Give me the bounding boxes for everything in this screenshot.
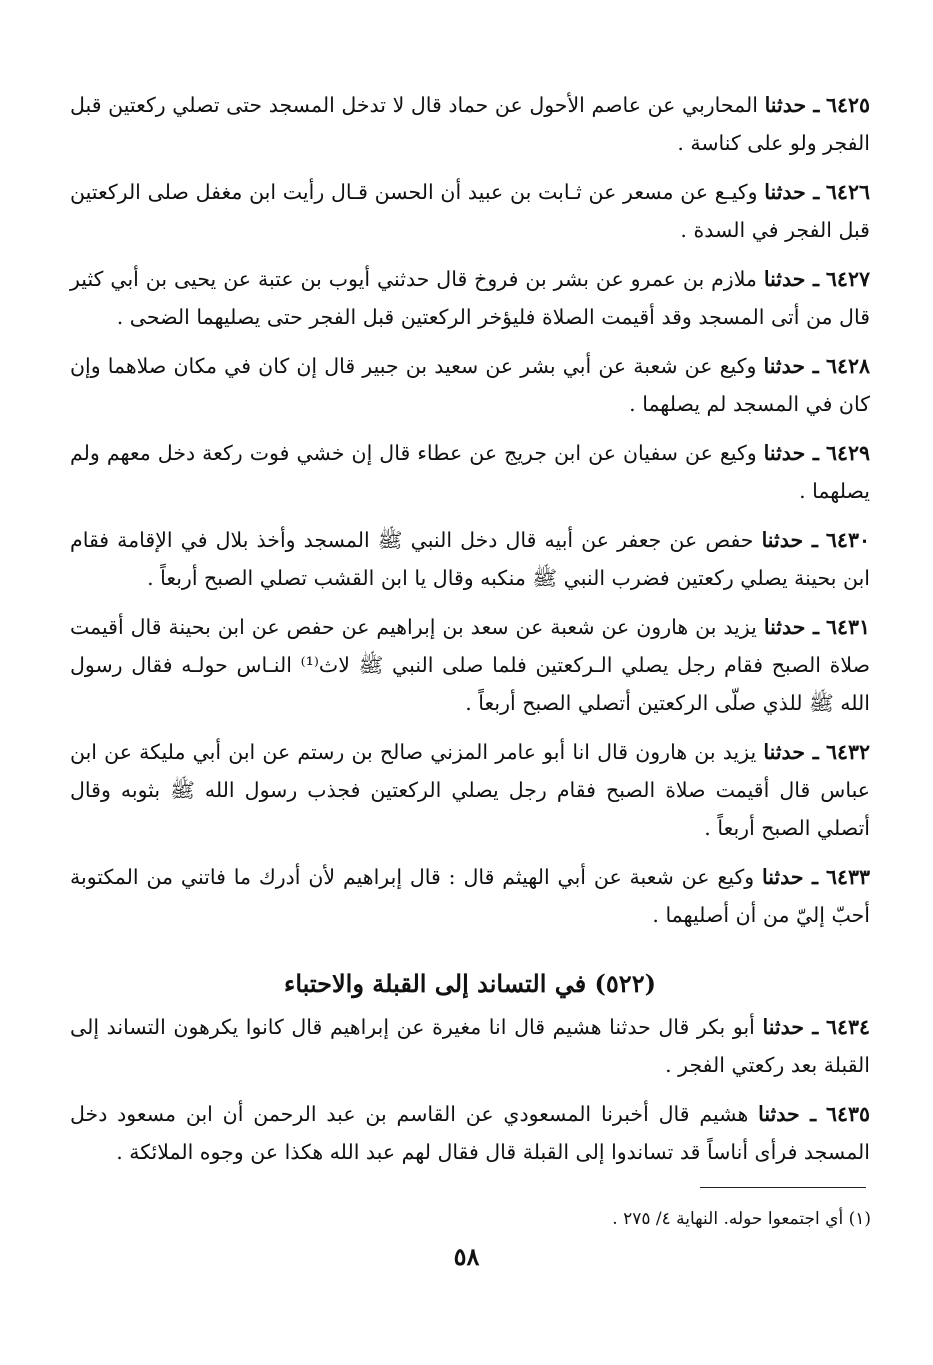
hadith-lead: ـ حدثنا — [763, 354, 819, 378]
hadith-lead: ـ حدثنا — [761, 528, 818, 552]
hadith-number: ٦٤٣٠ — [825, 528, 870, 552]
hadith-number: ٦٤٢٩ — [825, 441, 870, 465]
hadith-lead: ـ حدثنا — [763, 615, 819, 639]
footnote: (١) أي اجتمعوا حوله. النهاية ٤/ ٢٧٥ . — [612, 1209, 871, 1229]
hadith-text: يزيد بن هارون عن شعبة عن سعد بن إبراهيم عن حفص عن ابن بحينة قال أقيمت صلاة الصبح فقام رجل يصلي الـركعتين فلما صلى النبي ﷺ لاث⁽¹⁾ النـاس حولـه فقال رسول الله ﷺ للذي صلّى الركعتين أتصلي الصبح أربعاً . — [70, 615, 871, 715]
hadith-text: أبو بكر قال حدثنا هشيم قال انا مغيرة عن إبراهيم قال كانوا يكرهون التساند إلى القبلة بعد ركعتي الفجر . — [70, 1015, 870, 1077]
hadith-paragraph — [70, 521, 870, 597]
hadith-number: ٦٤٣٣ — [825, 865, 870, 889]
hadith-paragraph — [70, 608, 870, 722]
hadith-paragraph — [70, 347, 870, 423]
hadith-lead: ـ حدثنا — [762, 1015, 819, 1039]
hadith-number: ٦٤٢٦ — [825, 180, 870, 204]
hadith-text: وكيع عن شعبة عن أبي بشر عن سعيد بن جبير قال إن كان في مكان صلاهما وإن كان في المسجد لم يصلهما . — [70, 354, 870, 416]
hadith-number: ٦٤٣٢ — [825, 740, 870, 764]
hadith-number: ٦٤٣١ — [825, 615, 870, 639]
hadith-number: ٦٤٢٨ — [825, 354, 870, 378]
hadith-text: وكيع عن سفيان عن ابن جريج عن عطاء قال إن خشي فوت ركعة دخل معهم ولم يصلهما . — [70, 441, 870, 503]
hadith-number: ٦٤٣٥ — [825, 1102, 870, 1126]
hadith-text: وكيـع عن مسعر عن ثـابت بن عبيد أن الحسن قـال رأيت ابن مغفل صلى الركعتين قبل الفجر في السدة . — [70, 180, 870, 242]
hadith-number: ٦٤٢٥ — [825, 93, 870, 117]
hadith-text: ملازم بن عمرو عن بشر بن فروخ قال حدثني أيوب بن عتبة عن يحيى بن أبي كثير قال من أتى المسجد وقد أقيمت الصلاة فليؤخر الركعتين قبل الفجر حتى يصليهما الضحى . — [70, 267, 870, 329]
hadith-text: يزيد بن هارون قال انا أبو عامر المزني صالح بن رستم عن ابن أبي مليكة عن ابن عباس قال أقيمت صلاة الصبح فقام رجل يصلي الركعتين فجذب رسول الله ﷺ بثوبه وقال أتصلي الصبح أربعاً . — [70, 740, 870, 840]
hadith-text: حفص عن جعفر عن أبيه قال دخل النبي ﷺ المسجد وأخذ بلال في الإقامة فقام ابن بحينة يصلي ركعتين فضرب النبي ﷺ منكبه وقال يا ابن القشب تصلي الصبح أربعاً . — [70, 528, 870, 590]
hadith-lead: ـ حدثنا — [764, 93, 820, 117]
hadith-text: هشيم قال أخبرنا المسعودي عن القاسم بن عبد الرحمن أن ابن مسعود دخل المسجد فرأى أناساً قد تساندوا إلى القبلة قال فقال لهم عبد الله هكذا عن وجوه الملائكة . — [70, 1102, 870, 1164]
hadith-paragraph — [70, 173, 870, 249]
hadith-number: ٦٤٢٧ — [825, 267, 870, 291]
hadith-paragraph — [70, 1008, 870, 1084]
page-number: ٥٨ — [453, 1242, 480, 1271]
hadith-paragraph — [70, 434, 870, 510]
hadith-paragraph — [70, 86, 870, 162]
hadith-lead: ـ حدثنا — [763, 740, 819, 764]
hadith-lead: ـ حدثنا — [764, 180, 820, 204]
hadith-paragraph — [70, 733, 870, 847]
section-heading: (٥٢٢) في التساند إلى القبلة والاحتباء — [284, 969, 656, 998]
hadith-lead: ـ حدثنا — [763, 267, 819, 291]
hadith-paragraph — [70, 1095, 870, 1171]
page-body — [70, 86, 870, 1182]
hadith-lead: ـ حدثنا — [763, 441, 819, 465]
hadith-lead: ـ حدثنا — [758, 1102, 817, 1126]
hadith-text: المحاربي عن عاصم الأحول عن حماد قال لا تدخل المسجد حتى تصلي ركعتين قبل الفجر ولو على كناسة . — [70, 93, 870, 155]
hadith-lead: ـ حدثنا — [762, 865, 819, 889]
hadith-paragraph — [70, 858, 870, 934]
hadith-number: ٦٤٣٤ — [825, 1015, 870, 1039]
hadith-paragraph — [70, 260, 870, 336]
footnote-divider — [700, 1187, 866, 1188]
hadith-text: وكيع عن شعبة عن أبي الهيثم قال : قال إبراهيم لأن أدرك ما فاتني من المكتوبة أحبّ إليّ من أن أصليهما . — [70, 865, 870, 927]
